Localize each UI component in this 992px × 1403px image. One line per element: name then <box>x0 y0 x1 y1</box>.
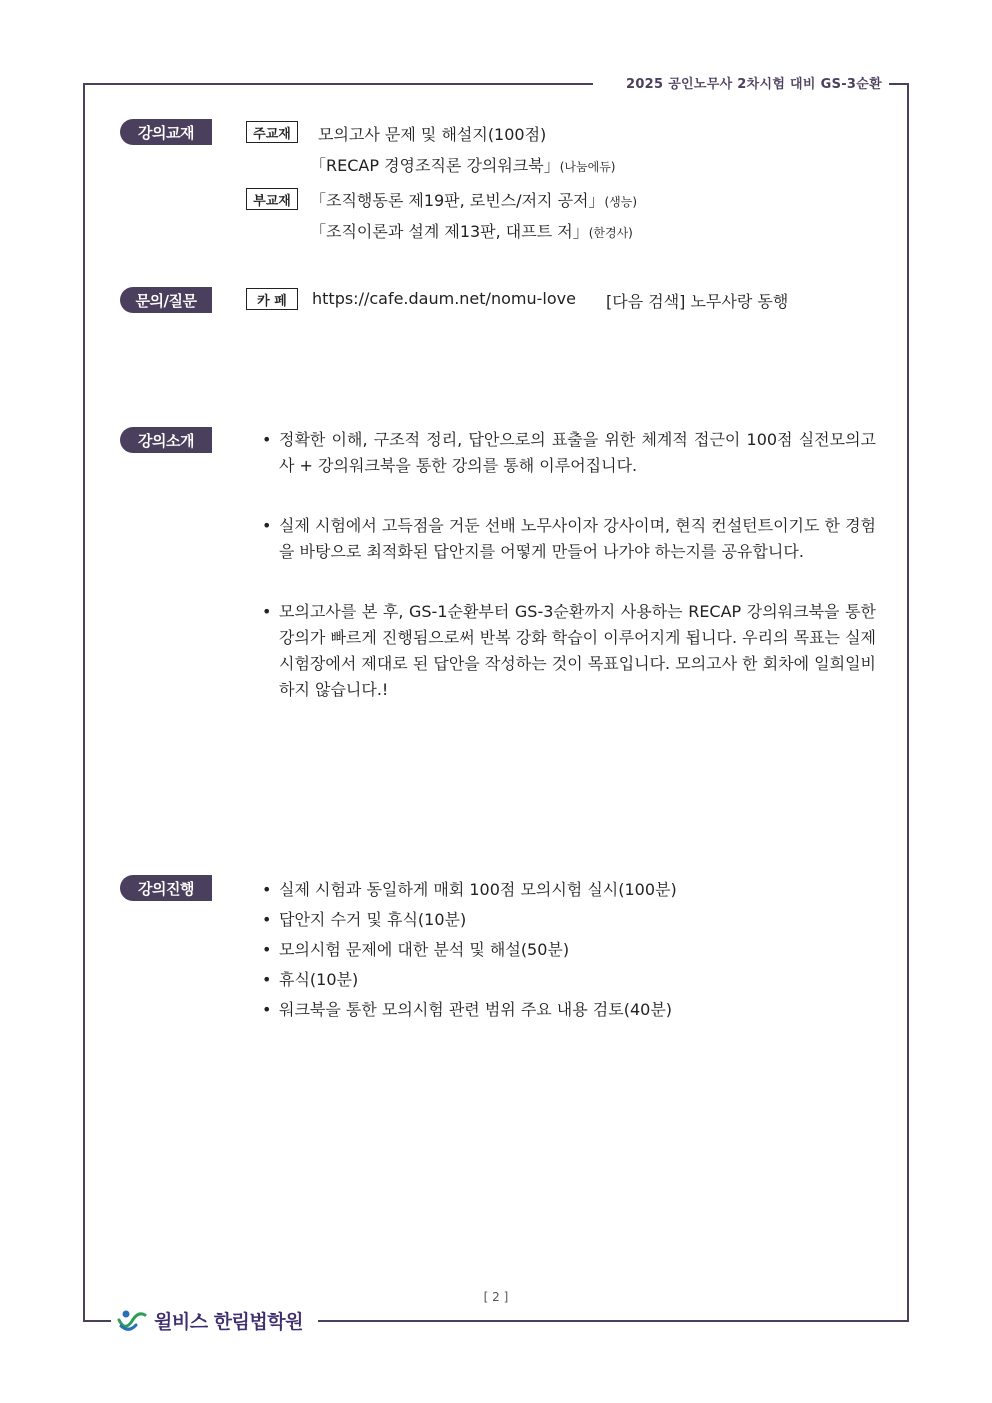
frame-left-line <box>83 84 85 1322</box>
logo-mark-icon <box>116 1306 148 1334</box>
main-textbook-publisher: (나눔에듀) <box>559 160 616 174</box>
main-textbook-line1: 모의고사 문제 및 해설지(100점) <box>318 125 547 144</box>
bullet-dot: • <box>262 1000 272 1019</box>
logo-text: 윌비스 한림법학원 <box>154 1310 303 1333</box>
footer-logo <box>116 1305 303 1335</box>
cafe-tag: 카 페 <box>246 288 298 310</box>
section-label-intro: 강의소개 <box>120 427 212 453</box>
bullet-dot: • <box>262 970 272 989</box>
progress-item <box>262 877 677 900</box>
progress-item <box>262 997 672 1020</box>
header-title: 2025 공인노무사 2차시험 대비 GS-3순환 <box>625 77 882 92</box>
intro-bullet-text: 정확한 이해, 구조적 정리, 답안으로의 표출을 위한 체계적 접근이 100점 실전모의고사 + 강의워크북을 통한 강의를 통해 이루어집니다. <box>279 430 876 475</box>
progress-item <box>262 937 569 960</box>
cafe-url-link[interactable]: https://cafe.daum.net/nomu-love <box>312 289 576 308</box>
progress-item-text: 휴식(10분) <box>279 970 359 989</box>
frame-top-line-end <box>889 83 909 85</box>
bullet-dot: • <box>262 516 272 535</box>
intro-bullet-3 <box>262 599 876 703</box>
main-textbook-title: 「RECAP 경영조직론 강의워크북」 <box>310 156 560 175</box>
sub-textbook-line2 <box>310 219 633 242</box>
sub-textbook-title-2: 「조직이론과 설계 제13판, 대프트 저」 <box>310 222 589 241</box>
progress-item-text: 실제 시험과 동일하게 매회 100점 모의시험 실시(100분) <box>279 880 677 899</box>
page-number: [ 2 ] <box>483 1290 509 1304</box>
section-label-inquiry: 문의/질문 <box>120 287 212 313</box>
sub-textbook-line1 <box>310 188 637 211</box>
progress-item-text: 워크북을 통한 모의시험 관련 범위 주요 내용 검토(40분) <box>279 1000 673 1019</box>
frame-bottom-line <box>318 1320 909 1322</box>
progress-item-text: 답안지 수거 및 휴식(10분) <box>279 910 467 929</box>
frame-bottom-line-start <box>83 1320 111 1322</box>
intro-bullet-1 <box>262 427 876 479</box>
section-label-materials: 강의교재 <box>120 119 212 145</box>
bullet-dot: • <box>262 430 272 449</box>
main-textbook-tag: 주교재 <box>246 121 298 143</box>
intro-bullet-text: 실제 시험에서 고득점을 거둔 선배 노무사이자 강사이며, 현직 컨설턴트이기도 한 경험을 바탕으로 최적화된 답안지를 어떻게 만들어 나가야 하는지를 공유합니다. <box>279 516 876 561</box>
intro-bullet-2 <box>262 513 876 565</box>
sub-textbook-title-1: 「조직행동론 제19판, 로빈스/저지 공저」 <box>310 191 605 210</box>
progress-item <box>262 907 466 930</box>
intro-bullet-text: 모의고사를 본 후, GS-1순환부터 GS-3순환까지 사용하는 RECAP 강의워크북을 통한 강의가 빠르게 진행됨으로써 반복 강화 학습이 이루어지게 됩니다. 우리의 목표는 실제 시험장에서 제대로 된 답안을 작성하는 것이 목표입니다. 모의고사 한 회차에 일희일비하지 않습니다.! <box>279 602 876 699</box>
sub-textbook-publisher-1: (생능) <box>604 195 638 209</box>
frame-top-line <box>83 83 593 85</box>
main-textbook-line2 <box>310 153 615 176</box>
bullet-dot: • <box>262 602 272 621</box>
progress-item-text: 모의시험 문제에 대한 분석 및 해설(50분) <box>279 940 570 959</box>
sub-textbook-tag: 부교재 <box>246 188 298 210</box>
sub-textbook-publisher-2: (한경사) <box>588 226 633 240</box>
section-label-progress: 강의진행 <box>120 875 212 901</box>
bullet-dot: • <box>262 910 272 929</box>
frame-right-line <box>907 84 909 1322</box>
bullet-dot: • <box>262 940 272 959</box>
progress-item <box>262 967 358 990</box>
cafe-search-hint: [다음 검색] 노무사랑 동행 <box>606 292 789 311</box>
bullet-dot: • <box>262 880 272 899</box>
